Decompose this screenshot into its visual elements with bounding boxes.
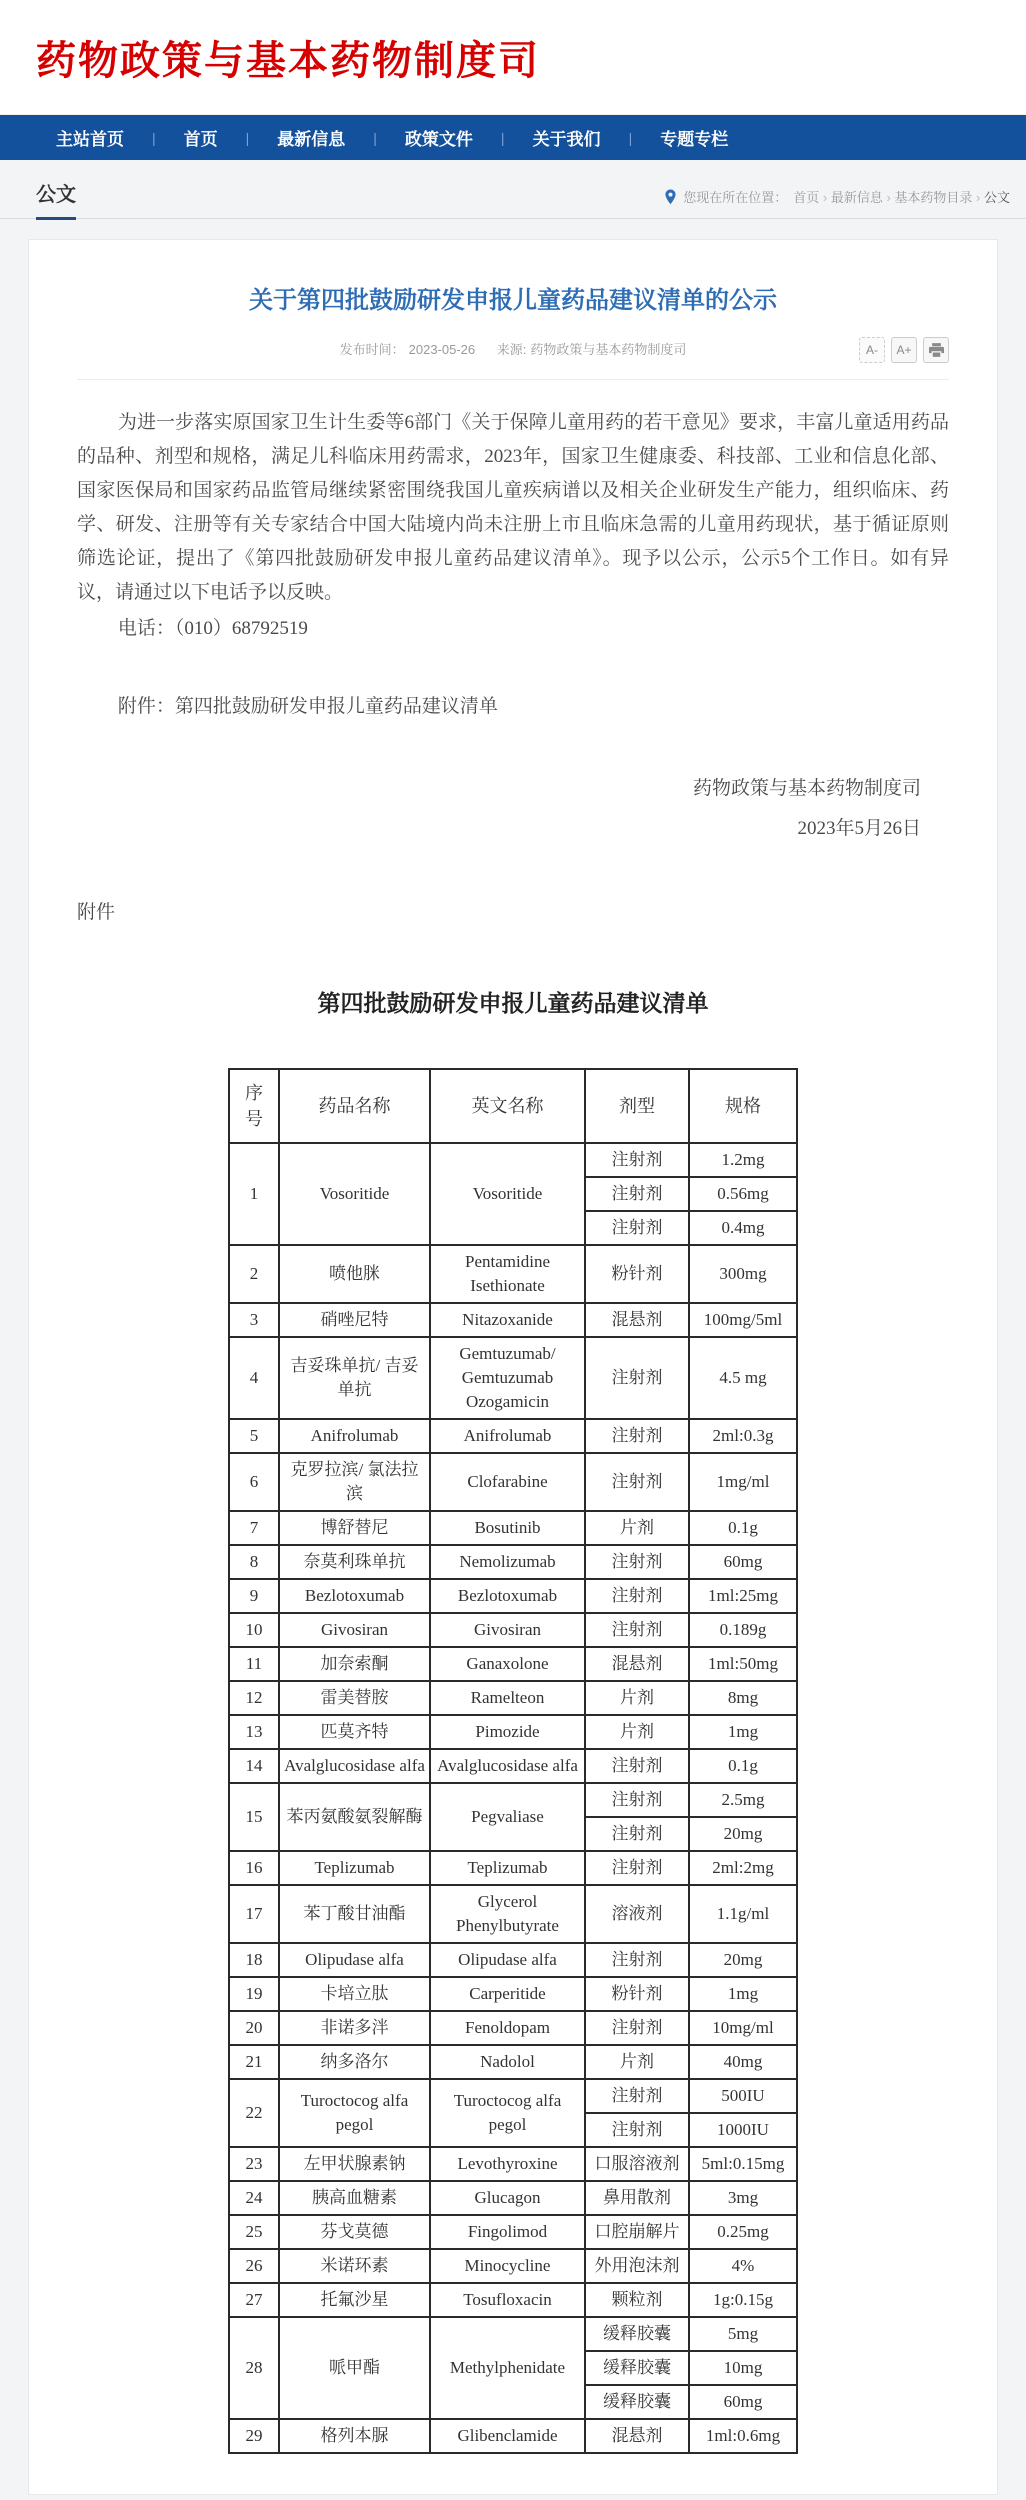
dosage-form-cell: 注射剂 [585,1851,689,1885]
table-row [229,2215,797,2249]
table-row [229,1419,797,1453]
drug-table-body [229,1143,797,2453]
table-row [229,1647,797,1681]
nav-item-3[interactable]: 最新信息 [277,130,346,149]
drug-name-cell: 非诺多泮 [279,2011,430,2045]
spec-cell: 0.25mg [689,2215,797,2249]
table-row [229,1851,797,1885]
main-nav [0,115,1026,160]
english-name-cell: Minocycline [430,2249,585,2283]
notice-paragraph: 为进一步落实原国家卫生计生委等6部门《关于保障儿童用药的若干意见》要求，丰富儿童适用药品的品种、剂型和规格，满足儿科临床用药需求，2023年，国家卫生健康委、科技部、工业和信息化部、国家医保局和国家药品监管局继续紧密围绕我国儿童疾病谱以及相关企业研发生产能力，组织临床、药学、研发、注册等有关专家结合中国大陆境内尚未注册上市且临床急需的儿童用药现状，基于循证原则筛选论证，提出了《第四批鼓励研发申报儿童药品建议清单》。现予以公示，公示5个工作日。如有异议，请通过以下电话予以反映。 [77,412,949,603]
dosage-form-cell: 注射剂 [585,1177,689,1211]
table-row [229,1885,797,1943]
breadcrumb-links [793,187,1010,206]
english-name-cell: Glibenclamide [430,2419,585,2453]
seq-cell: 21 [229,2045,279,2079]
breadcrumb-item-2[interactable]: 最新信息 [830,190,883,205]
phone-line: 电话：（010）68792519 [117,618,308,639]
drug-name-cell: Avalglucosidase alfa [279,1749,430,1783]
table-row [229,1977,797,2011]
drug-name-cell: 克罗拉滨/ 氯法拉滨 [279,1453,430,1511]
english-name-cell: Clofarabine [430,1453,585,1511]
dosage-form-cell: 注射剂 [585,1579,689,1613]
table-row [229,1453,797,1511]
spec-cell: 10mg/ml [689,2011,797,2045]
table-row [229,1749,797,1783]
printer-icon [929,343,944,357]
nav-separator: | [152,129,156,146]
english-name-cell: Bosutinib [430,1511,585,1545]
dosage-form-cell: 片剂 [585,1681,689,1715]
english-name-cell: Pentamidine Isethionate [430,1245,585,1303]
article-title: 关于第四批鼓励研发申报儿童药品建议清单的公示 [249,287,777,314]
drug-name-cell: Bezlotoxumab [279,1579,430,1613]
english-name-cell: Nitazoxanide [430,1303,585,1337]
drug-name-cell: 卡培立肽 [279,1977,430,2011]
seq-cell: 25 [229,2215,279,2249]
column-header: 英文名称 [430,1069,585,1143]
location-pin-icon [664,189,677,205]
dosage-form-cell: 注射剂 [585,1211,689,1245]
drug-name-cell: 格列本脲 [279,2419,430,2453]
spec-cell: 5mg [689,2317,797,2351]
seq-cell: 4 [229,1337,279,1419]
spec-cell: 500IU [689,2079,797,2113]
divider [77,379,949,380]
spec-cell: 1mg [689,1715,797,1749]
table-row [229,1579,797,1613]
seq-cell: 1 [229,1143,279,1245]
drug-name-cell: 胰高血糖素 [279,2181,430,2215]
english-name-cell: Pimozide [430,1715,585,1749]
spec-cell: 100mg/5ml [689,1303,797,1337]
seq-cell: 13 [229,1715,279,1749]
dosage-form-cell: 注射剂 [585,2079,689,2113]
seq-cell: 14 [229,1749,279,1783]
drug-name-cell: Vosoritide [279,1143,430,1245]
table-row [229,2419,797,2453]
dosage-form-cell: 缓释胶囊 [585,2385,689,2419]
nav-item-4[interactable]: 政策文件 [404,130,473,149]
seq-cell: 26 [229,2249,279,2283]
table-row [229,2045,797,2079]
dosage-form-cell: 注射剂 [585,1783,689,1817]
dosage-form-cell: 外用泡沫剂 [585,2249,689,2283]
english-name-cell: Olipudase alfa [430,1943,585,1977]
seq-cell: 5 [229,1419,279,1453]
drug-name-cell: Teplizumab [279,1851,430,1885]
column-header: 规格 [689,1069,797,1143]
english-name-cell: Vosoritide [430,1143,585,1245]
dosage-form-cell: 缓释胶囊 [585,2317,689,2351]
dosage-form-cell: 鼻用散剂 [585,2181,689,2215]
list-title: 第四批鼓励研发申报儿童药品建议清单 [317,990,709,1016]
spec-cell: 60mg [689,2385,797,2419]
table-row [229,2011,797,2045]
dosage-form-cell: 颗粒剂 [585,2283,689,2317]
spec-cell: 1.2mg [689,1143,797,1177]
drug-name-cell: 硝唑尼特 [279,1303,430,1337]
english-name-cell: Bezlotoxumab [430,1579,585,1613]
table-row [229,2249,797,2283]
english-name-cell: Givosiran [430,1613,585,1647]
print-button[interactable] [923,337,949,363]
seq-cell: 17 [229,1885,279,1943]
seq-cell: 8 [229,1545,279,1579]
spec-cell: 300mg [689,1245,797,1303]
spec-cell: 4.5 mg [689,1337,797,1419]
dosage-form-cell: 口服溶液剂 [585,2147,689,2181]
seq-cell: 29 [229,2419,279,2453]
seq-cell: 20 [229,2011,279,2045]
site-title: 药物政策与基本药物制度司 [36,38,540,83]
spec-cell: 3mg [689,2181,797,2215]
dosage-form-cell: 混悬剂 [585,2419,689,2453]
drug-name-cell: Givosiran [279,1613,430,1647]
english-name-cell: Ramelteon [430,1681,585,1715]
spec-cell: 1.1g/ml [689,1885,797,1943]
english-name-cell: Methylphenidate [430,2317,585,2419]
english-name-cell: Fenoldopam [430,2011,585,2045]
drug-name-cell: 哌甲酯 [279,2317,430,2419]
spec-cell: 2ml:0.3g [689,1419,797,1453]
nav-separator: | [500,129,505,146]
document-body [77,406,949,2454]
table-row [229,2181,797,2215]
breadcrumb-separator: › [882,190,895,205]
drug-name-cell: 匹莫齐特 [279,1715,430,1749]
drug-name-cell: 苯丁酸甘油酯 [279,1885,430,1943]
english-name-cell: Glycerol Phenylbutyrate [430,1885,585,1943]
seq-cell: 24 [229,2181,279,2215]
english-name-cell: Nemolizumab [430,1545,585,1579]
nav-item-1[interactable]: 主站首页 [56,130,124,149]
table-row [229,1511,797,1545]
table-row [229,2317,797,2351]
spec-cell: 1mg/ml [689,1453,797,1511]
seq-cell: 2 [229,1245,279,1303]
drug-name-cell: Anifrolumab [279,1419,430,1453]
dosage-form-cell: 注射剂 [585,1749,689,1783]
nav-item-2[interactable]: 首页 [183,130,218,149]
spec-cell: 8mg [689,1681,797,1715]
breadcrumb-item-1[interactable]: 首页 [793,190,820,205]
spec-cell: 1g:0.15g [689,2283,797,2317]
spec-cell: 20mg [689,1943,797,1977]
nav-separator: | [245,129,250,146]
article-card [28,239,998,2495]
english-name-cell: Avalglucosidase alfa [430,1749,585,1783]
column-header: 剂型 [585,1069,689,1143]
drug-table-head [229,1069,797,1143]
dosage-form-cell: 缓释胶囊 [585,2351,689,2385]
spec-cell: 1mg [689,1977,797,2011]
seq-cell: 28 [229,2317,279,2419]
seq-cell: 22 [229,2079,279,2147]
spec-cell: 2ml:2mg [689,1851,797,1885]
spec-cell: 0.56mg [689,1177,797,1211]
spec-cell: 10mg [689,2351,797,2385]
english-name-cell: Glucagon [430,2181,585,2215]
spec-cell: 0.4mg [689,1211,797,1245]
spec-cell: 5ml:0.15mg [689,2147,797,2181]
english-name-cell: Gemtuzumab/ Gemtuzumab Ozogamicin [430,1337,585,1419]
dosage-form-cell: 注射剂 [585,1143,689,1177]
drug-name-cell: 芬戈莫德 [279,2215,430,2249]
breadcrumb-bar [0,160,1026,219]
spec-cell: 0.1g [689,1749,797,1783]
breadcrumb-label: 您现在所在位置： [683,190,788,205]
seq-cell: 6 [229,1453,279,1511]
table-row [229,2079,797,2113]
dosage-form-cell: 注射剂 [585,1545,689,1579]
dosage-form-cell: 注射剂 [585,1817,689,1851]
column-header: 序号 [229,1069,279,1143]
attachment-line: 附件：第四批鼓励研发申报儿童药品建议清单 [117,696,498,717]
font-increase-button[interactable]: A+ [891,337,917,363]
seq-cell: 15 [229,1783,279,1851]
drug-name-cell: 左甲状腺素钠 [279,2147,430,2181]
english-name-cell: Levothyroxine [430,2147,585,2181]
seq-cell: 18 [229,1943,279,1977]
seq-cell: 12 [229,1681,279,1715]
seq-cell: 3 [229,1303,279,1337]
seq-cell: 7 [229,1511,279,1545]
drug-name-cell: 托氟沙星 [279,2283,430,2317]
dosage-form-cell: 口腔崩解片 [585,2215,689,2249]
table-row [229,1783,797,1817]
dosage-form-cell: 片剂 [585,1511,689,1545]
drug-name-cell: 吉妥珠单抗/ 吉妥单抗 [279,1337,430,1419]
breadcrumb-item-3[interactable]: 基本药物目录 [894,190,973,205]
english-name-cell: Teplizumab [430,1851,585,1885]
attachment-label: 附件 [77,902,116,923]
drug-name-cell: 喷他脒 [279,1245,430,1303]
table-row [229,1337,797,1419]
dosage-form-cell: 混悬剂 [585,1303,689,1337]
font-decrease-button[interactable]: A- [859,337,885,363]
table-row [229,1143,797,1177]
dosage-form-cell: 注射剂 [585,2011,689,2045]
dosage-form-cell: 混悬剂 [585,1647,689,1681]
seq-cell: 23 [229,2147,279,2181]
table-row [229,2283,797,2317]
seq-cell: 27 [229,2283,279,2317]
seq-cell: 11 [229,1647,279,1681]
spec-cell: 1ml:25mg [689,1579,797,1613]
article-tools [859,337,949,363]
english-name-cell: Nadolol [430,2045,585,2079]
english-name-cell: Carperitide [430,1977,585,2011]
seq-cell: 9 [229,1579,279,1613]
nav-separator: | [373,129,377,146]
seq-cell: 19 [229,1977,279,2011]
drug-name-cell: Turoctocog alfa pegol [279,2079,430,2147]
drug-name-cell: 纳多洛尔 [279,2045,430,2079]
table-row [229,1681,797,1715]
seq-cell: 16 [229,1851,279,1885]
breadcrumb-separator: › [972,190,984,205]
spec-cell: 60mg [689,1545,797,1579]
drug-name-cell: 加奈索酮 [279,1647,430,1681]
drug-name-cell: 奈莫利珠单抗 [279,1545,430,1579]
english-name-cell: Ganaxolone [430,1647,585,1681]
english-name-cell: Turoctocog alfa pegol [430,2079,585,2147]
drug-name-cell: 博舒替尼 [279,1511,430,1545]
column-header: 药品名称 [279,1069,430,1143]
table-row [229,1245,797,1303]
dosage-form-cell: 粉针剂 [585,1245,689,1303]
english-name-cell: Anifrolumab [430,1419,585,1453]
dosage-form-cell: 注射剂 [585,1943,689,1977]
header-row [229,1069,797,1143]
dosage-form-cell: 注射剂 [585,1613,689,1647]
spec-cell: 0.1g [689,1511,797,1545]
dosage-form-cell: 片剂 [585,1715,689,1749]
spec-cell: 2.5mg [689,1783,797,1817]
spec-cell: 1ml:50mg [689,1647,797,1681]
article-meta [77,335,949,365]
table-row [229,1545,797,1579]
dosage-form-cell: 片剂 [585,2045,689,2079]
table-row [229,1613,797,1647]
breadcrumb-item-4[interactable]: 公文 [983,190,1010,205]
spec-cell: 4% [689,2249,797,2283]
site-header [0,0,1026,115]
section-title: 公文 [36,178,76,220]
seq-cell: 10 [229,1613,279,1647]
drug-table [228,1068,798,2454]
published-value: 2023-05-26 [408,342,476,357]
spec-cell: 40mg [689,2045,797,2079]
dosage-form-cell: 注射剂 [585,1337,689,1419]
nav-item-5[interactable]: 关于我们 [532,130,601,149]
spec-cell: 20mg [689,1817,797,1851]
spec-cell: 1ml:0.6mg [689,2419,797,2453]
signature-org: 药物政策与基本药物制度司 [692,778,921,799]
signature-date: 2023年5月26日 [797,818,921,839]
dosage-form-cell: 注射剂 [585,2113,689,2147]
spec-cell: 1000IU [689,2113,797,2147]
english-name-cell: Fingolimod [430,2215,585,2249]
table-row [229,2147,797,2181]
breadcrumb [664,187,1010,218]
spec-cell: 0.189g [689,1613,797,1647]
drug-name-cell: 米诺环素 [279,2249,430,2283]
drug-name-cell: 雷美替胺 [279,1681,430,1715]
nav-item-6[interactable]: 专题专栏 [660,130,729,149]
drug-name-cell: Olipudase alfa [279,1943,430,1977]
dosage-form-cell: 注射剂 [585,1453,689,1511]
dosage-form-cell: 注射剂 [585,1419,689,1453]
table-row [229,1943,797,1977]
table-row [229,1303,797,1337]
published-label: 发布时间： [339,342,405,357]
drug-name-cell: 苯丙氨酸氨裂解酶 [279,1783,430,1851]
source-label: 来源: [496,342,527,357]
english-name-cell: Tosufloxacin [430,2283,585,2317]
nav-separator: | [628,129,633,146]
table-row [229,1715,797,1749]
english-name-cell: Pegvaliase [430,1783,585,1851]
dosage-form-cell: 粉针剂 [585,1977,689,2011]
dosage-form-cell: 溶液剂 [585,1885,689,1943]
breadcrumb-separator: › [819,190,831,205]
source-value: 药物政策与基本药物制度司 [530,342,687,357]
signature-block [77,772,949,846]
